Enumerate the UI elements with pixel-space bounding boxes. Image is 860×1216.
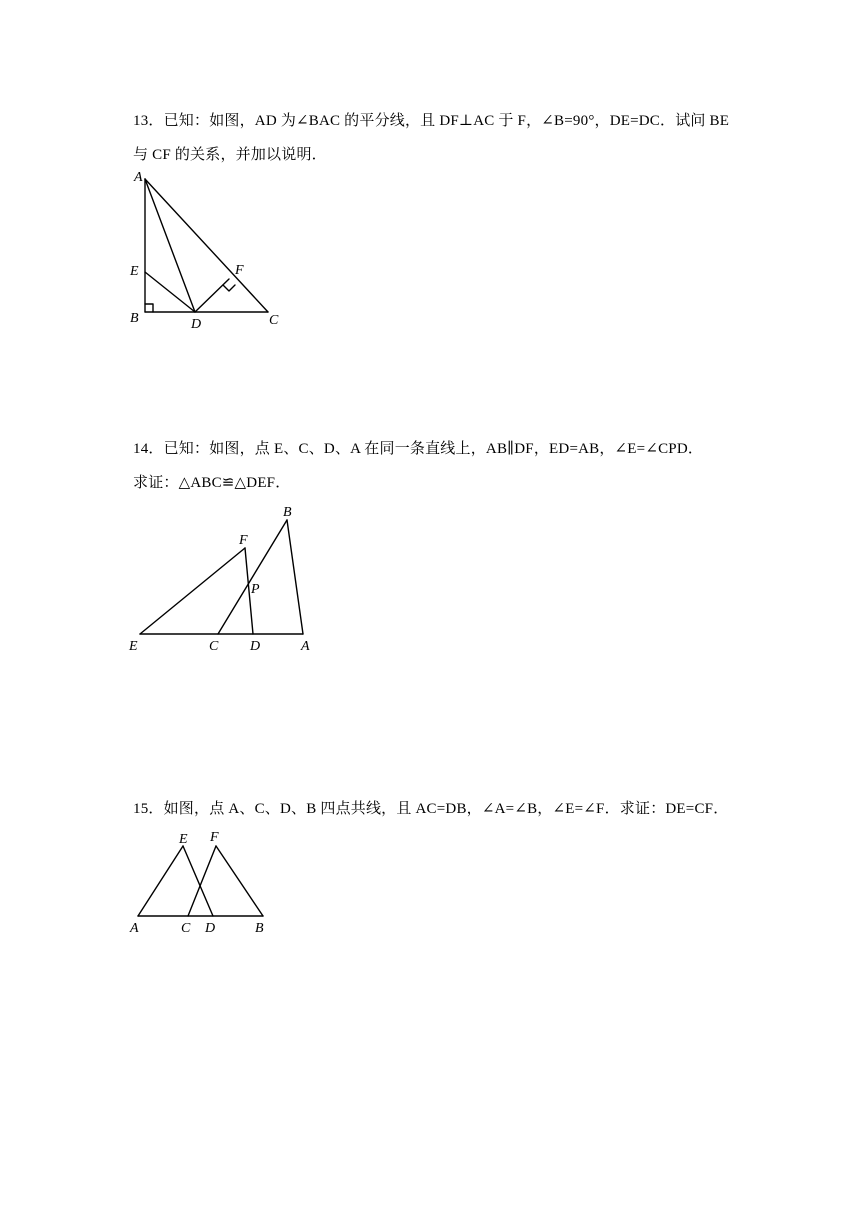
label-A: A (130, 921, 139, 936)
segment-FB (216, 846, 263, 916)
label-E: E (179, 832, 188, 847)
segment-ED (183, 846, 213, 916)
label-A: A (134, 170, 143, 185)
right-angle-mark-F (223, 285, 235, 291)
segment-AC (145, 179, 268, 312)
problem-13-line-2: 与 CF 的关系，并加以说明． (133, 147, 327, 163)
label-D: D (191, 317, 202, 332)
label-B: B (283, 505, 292, 520)
label-D: D (250, 639, 261, 654)
problem-13-text (133, 104, 753, 172)
problem-13-figure (125, 168, 295, 338)
label-C: C (269, 313, 279, 328)
segment-CB (218, 520, 287, 634)
label-B: B (130, 311, 139, 326)
problem-15-text (133, 792, 753, 826)
label-C: C (181, 921, 191, 936)
segment-DF (195, 279, 229, 312)
segment-CF (188, 846, 216, 916)
segment-AE (138, 846, 183, 916)
label-E: E (130, 264, 139, 279)
label-A: A (301, 639, 310, 654)
problem-14-line-2: 求证：△ABC≌△DEF． (133, 475, 291, 491)
label-F: F (235, 263, 244, 278)
problem-15-figure (125, 826, 285, 941)
problem-15-line-1: 15．如图，点 A、C、D、B 四点共线，且 AC=DB，∠A=∠B，∠E=∠F．求证：DE=CF． (133, 801, 729, 817)
segment-BA (287, 520, 303, 634)
problem-14-line-1: 14．已知：如图，点 E、C、D、A 在同一条直线上，AB∥DF，ED=AB，∠E=∠CPD． (133, 441, 704, 457)
segment-EF (140, 548, 245, 634)
label-E: E (129, 639, 138, 654)
label-P: P (251, 582, 260, 597)
right-angle-mark-B (145, 304, 153, 312)
label-F: F (210, 830, 219, 845)
problem-14-text (133, 432, 753, 500)
label-B: B (255, 921, 264, 936)
problem-13-line-1: 13．已知：如图，AD 为∠BAC 的平分线，且 DF⊥AC 于 F，∠B=90°，DE=DC．试问 BE (133, 113, 730, 129)
label-F: F (239, 533, 248, 548)
label-C: C (209, 639, 219, 654)
label-D: D (205, 921, 216, 936)
problem-14-figure (125, 500, 325, 660)
